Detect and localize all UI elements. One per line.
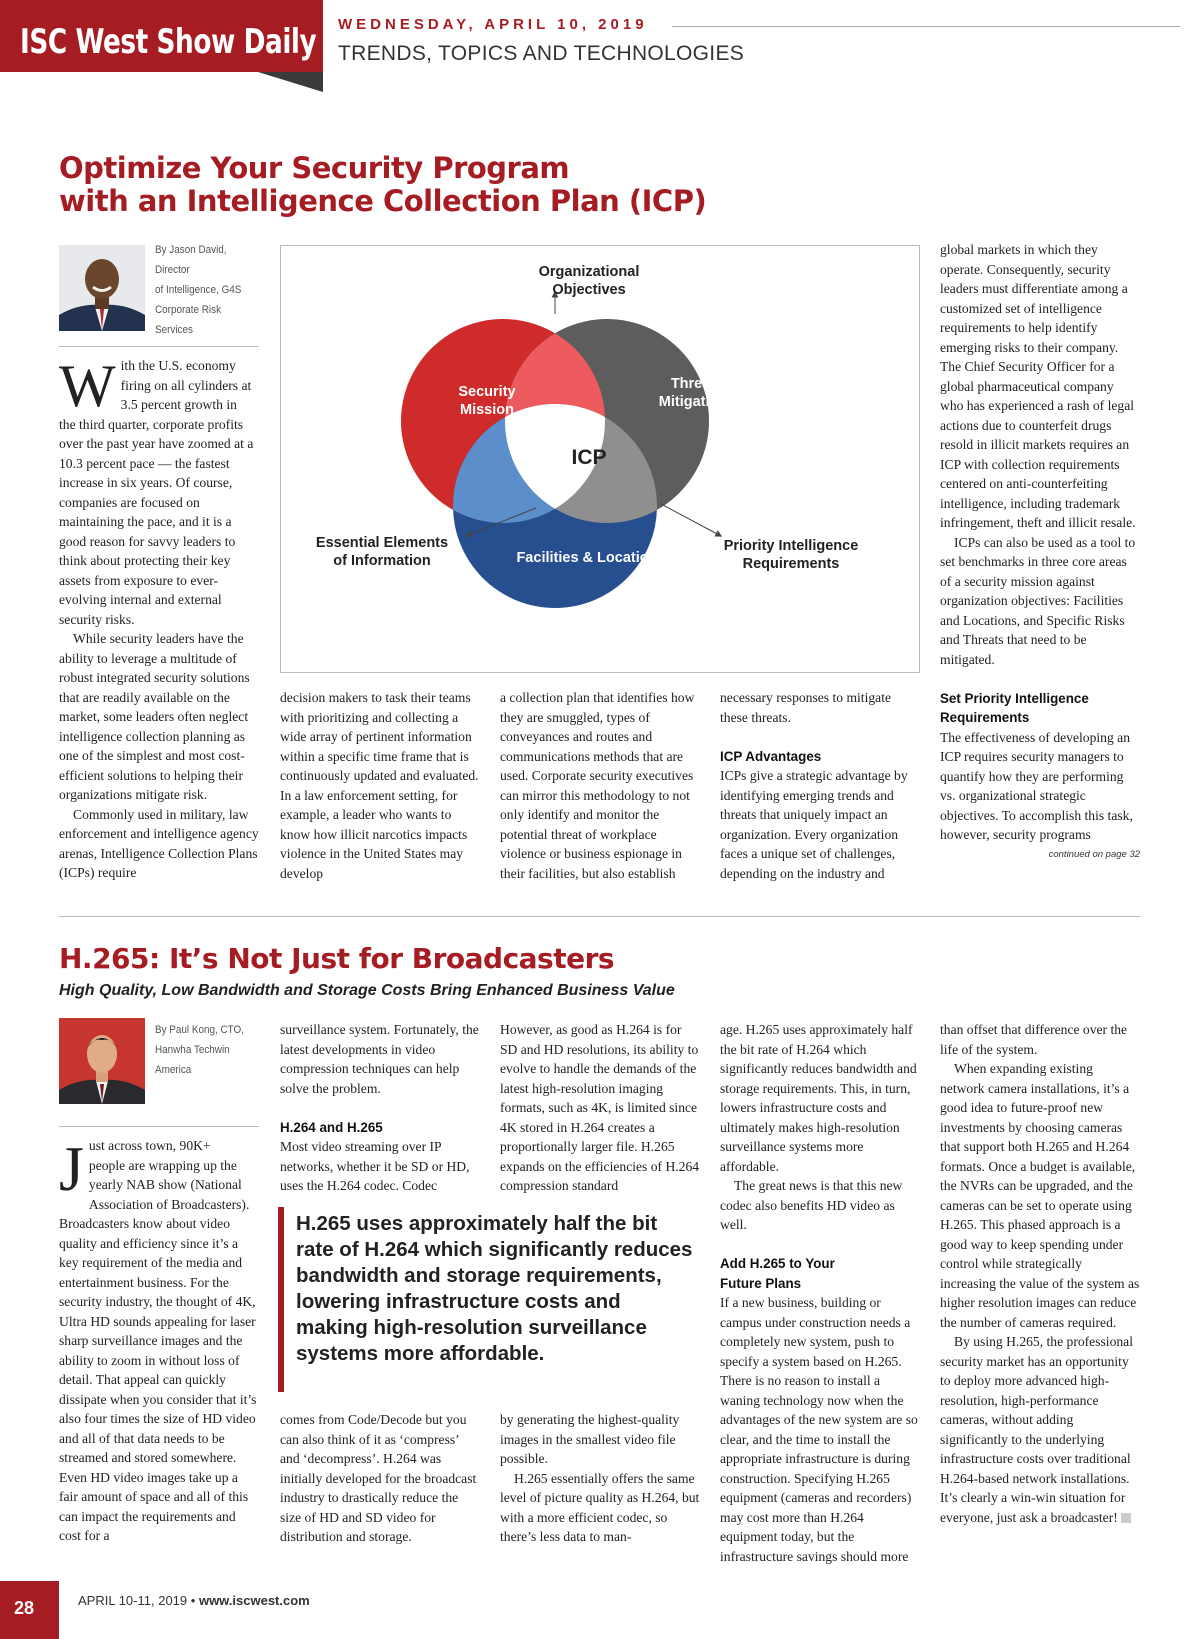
label-facilities-locations: Facilities & Locations xyxy=(516,550,666,566)
author-photo-jason-david xyxy=(59,245,145,331)
text-line: firing on all cylinders at xyxy=(120,377,252,393)
label-security-mission-2: Mission xyxy=(460,402,514,418)
article2-headline: H.265: It’s Not Just for Broadcasters xyxy=(59,942,615,975)
pullquote-bar xyxy=(278,1207,284,1392)
footer-bullet: • xyxy=(190,1593,196,1608)
subhead-icp-advantages: ICP Advantages xyxy=(720,748,822,764)
paragraph: By using H.265, the professional security market has an opportunity to deploy more advanced high-resolution, high-performance cameras, without adding significantly to the underlying infrastructure costs over traditional H.264-based network installations. It’s clearly a win-win situation for everyone, just ask a broadcaster! xyxy=(940,1334,1133,1525)
article1-column-2 xyxy=(280,688,480,883)
byline-line: of Intelligence, G4S xyxy=(155,284,242,296)
paragraph: When expanding existing network camera installations, it’s a good idea to future-proof new investments by choosing cameras that support both H.265 and H.264 formats. Once a budget is available, the NVRs can be upgraded, and the cameras can be set to operate using H.265. This phased approach is a good way to keep spending under control while strategically increasing the value of the system as higher resolution images can reduce the number of cameras required. xyxy=(940,1061,1140,1330)
subhead-add-h265-line2: Future Plans xyxy=(720,1275,802,1291)
paragraph: The effectiveness of developing an ICP requires security managers to quantify how they are performing vs. organizational strategic objectives. To accomplish this task, however, security programs xyxy=(940,729,1133,842)
article1-column-3 xyxy=(500,688,700,883)
label-essential-elements-2: of Information xyxy=(333,553,431,569)
footer-dates: APRIL 10-11, 2019 xyxy=(78,1593,188,1608)
text-line: ust across town, 90K+ xyxy=(88,1138,211,1153)
paragraph: necessary responses to mitigate these threats. xyxy=(720,690,892,725)
article1-byline xyxy=(155,240,254,340)
pullquote-text: H.265 uses approximately half the bit rate of H.264 which significantly reduces bandwidth and storage requirements, lowering infrastructure costs and making high-resolution surveillance systems more affordable. xyxy=(296,1212,693,1365)
paragraph: While security leaders have the ability to leverage a multitude of robust integrated security solutions that are readily available on the market, some leaders often neglect intelligence collection planning as one of the simplest and most cost-efficient solutions to helping their organizations mitigate risk. xyxy=(59,631,250,802)
label-threat-mitigation-1: Threat xyxy=(670,376,716,392)
arrow-right xyxy=(661,504,721,536)
pullquote xyxy=(278,1207,698,1392)
subhead-set-priority-line1: Set Priority Intelligence xyxy=(940,690,1089,706)
label-threat-mitigation-2: Mitigation xyxy=(658,394,728,410)
article2-byline xyxy=(155,1020,254,1080)
label-organizational-objectives-2: Objectives xyxy=(552,282,626,298)
label-priority-intelligence-2: Requirements xyxy=(742,556,840,572)
masthead-logo-block xyxy=(0,0,323,72)
subhead-add-h265-line1: Add H.265 to Your xyxy=(720,1256,835,1271)
subhead-set-priority-line2: Requirements xyxy=(940,710,1030,725)
paragraph: If a new business, building or campus under construction needs a completely new system, push to specify a system based on H.265. There is no reason to install a waning technology now when the advantages of the new system are so clear, and the time to install the appropriate infrastructure is during construction. Specifying H.265 equipment (cameras and recorders) may cost more than H.264 equipment today, but the infrastructure savings should more xyxy=(720,1295,918,1564)
dropcap-j: J xyxy=(59,1133,84,1204)
subhead-h264-h265: H.264 and H.265 xyxy=(280,1119,383,1135)
footer-info xyxy=(78,1593,310,1608)
byline-line: Hanwha Techwin America xyxy=(155,1044,230,1076)
paragraph: global markets in which they operate. Consequently, security leaders must differentiate among a customized set of intelligence requirements to help identify emerging risks to their company. The Chief Security Officer for a global pharmaceutical company who has experienced a rash of legal actions due to counterfeit drugs resold in illicit markets requires an ICP with collection requirements centered on anti-counterfeiting intelligence, including trademark infringement, theft and illicit resale. xyxy=(940,242,1136,530)
paragraph: H.265 essentially offers the same level of picture quality as H.264, but with a more efficient codec, so there’s less data to man- xyxy=(500,1470,700,1544)
byline-rule xyxy=(59,346,259,347)
footer-page-tab xyxy=(0,1581,59,1639)
article1-headline-line2: with an Intelligence Collection Plan (ICP) xyxy=(59,184,707,218)
label-essential-elements-1: Essential Elements xyxy=(315,535,449,551)
article2-column-5 xyxy=(940,1020,1140,1527)
end-of-article-mark xyxy=(1121,1513,1131,1523)
masthead-shadow xyxy=(258,72,323,92)
text-line: 3.5 percent growth in xyxy=(120,397,237,412)
text-line: people are wrapping up the xyxy=(88,1157,237,1173)
byline-line: By Paul Kong, CTO, xyxy=(155,1024,244,1036)
section-tagline: TRENDS, TOPICS AND TECHNOLOGIES xyxy=(338,42,745,65)
paragraph: decision makers to task their teams with prioritizing and collecting a wide array of pertinent information within a specific time frame that is continuously updated and evaluated. In a law enforcement setting, for example, a leader who wants to know how illicit narcotics impacts violence in the United States may develop xyxy=(280,690,479,881)
paragraph: However, as good as H.264 is for SD and HD resolutions, its ability to evolve to handle the demands of the latest high-resolution imaging formats, such as 4K, is limited since 4K stored in H.264 creates a proportionally larger file. H.265 expands on the efficiencies of H.264 compression standard xyxy=(500,1022,700,1193)
article2-column-2-top xyxy=(280,1020,480,1196)
paragraph: The great news is that this new codec also benefits HD video as well. xyxy=(720,1178,903,1232)
icp-venn-svg xyxy=(281,246,921,674)
masthead-rule xyxy=(672,26,1180,27)
label-security-mission-1: Security xyxy=(458,384,516,400)
paragraph: Commonly used in military, law enforcement and intelligence agency arenas, Intelligence Collection Plans (ICPs) require xyxy=(59,806,259,880)
paragraph: Most video streaming over IP networks, whether it be SD or HD, uses the H.264 codec. Codec xyxy=(280,1139,470,1193)
text-line: yearly NAB show (National xyxy=(88,1177,242,1192)
article2-column-3-bottom xyxy=(500,1410,700,1547)
article-divider xyxy=(59,916,1140,917)
dropcap-w: W xyxy=(59,353,116,419)
paragraph: by generating the highest-quality images in the smallest video file possible. xyxy=(500,1412,680,1466)
label-icp-center: ICP xyxy=(571,446,607,469)
paragraph: a collection plan that identifies how they are smuggled, types of conveyances and routes and communications methods that are used. Corporate security executives can mirror this methodology to not only identify and monitor the potential threat of workplace violence or business espionage in their facilities, but also establish xyxy=(500,690,695,881)
paragraph: surveillance system. Fortunately, the latest developments in video compression techniques can help solve the problem. xyxy=(280,1022,479,1096)
article2-column-1 xyxy=(59,1133,259,1546)
byline-line: By Jason David, Director xyxy=(155,244,227,276)
paragraph: ICPs can also be used as a tool to set benchmarks in three core areas of a security mission against organization objectives: Facilities and Locations, and Specific Risks and Threats that need to be mitigated. xyxy=(940,534,1136,667)
byline-rule xyxy=(59,1126,259,1127)
article1-column-4 xyxy=(720,688,920,883)
paragraph: age. H.265 uses approximately half the bit rate of H.264 which significantly reduces bandwidth and storage requirements. This, in turn, lowers infrastructure costs and ultimately makes high-resolution surveillance systems more affordable. xyxy=(720,1022,917,1174)
icp-venn-diagram xyxy=(280,245,920,673)
article1-headline xyxy=(59,152,859,218)
label-organizational-objectives-1: Organizational xyxy=(538,264,640,280)
text-line: ith the U.S. economy xyxy=(120,358,236,373)
article2-subhead: High Quality, Low Bandwidth and Storage Costs Bring Enhanced Business Value xyxy=(59,982,675,999)
byline-line: Corporate Risk Services xyxy=(155,304,222,336)
paragraph: than offset that difference over the life of the system. xyxy=(940,1022,1128,1057)
paragraph: ICPs give a strategic advantage by identifying emerging trends and threats that uniquely impact an organization. Every organization faces a unique set of challenges, depending on the industry and xyxy=(720,768,908,881)
paragraph: comes from Code/Decode but you can also think of it as ‘compress’ and ‘decompress’. H.264 was initially developed for the broadcast industry to drastically reduce the size of HD and SD video for distribution and storage. xyxy=(280,1412,477,1544)
article2-column-2-bottom xyxy=(280,1410,480,1547)
issue-date: WEDNESDAY, APRIL 10, 2019 xyxy=(338,16,648,33)
article1-column-5 xyxy=(940,240,1140,864)
footer-url-link[interactable]: www.iscwest.com xyxy=(198,1593,310,1608)
page-number: 28 xyxy=(14,1598,35,1618)
article2-column-4 xyxy=(720,1020,920,1566)
article1-column-1 xyxy=(59,353,259,883)
paragraph: Association of Broadcasters). Broadcasters know about video quality and efficiency since it’s a key requirement of the media and entertainment business. For the security industry, the thought of 4K, Ultra HD sounds appealing for laser sharp surveillance images and the ability to zoom in without loss of detail. That appeal can quickly dissipate when you consider that it’s also four times the size of HD video and all of that data needs to be streamed and stored somewhere. Even HD video images take up a fair amount of space and all of this can impact the requirements and cost for a xyxy=(59,1196,257,1543)
publication-logo: ISC West Show Daily xyxy=(20,22,317,62)
label-priority-intelligence-1: Priority Intelligence xyxy=(723,538,859,554)
paragraph: the third quarter, corporate profits over the past year have zoomed at a 10.3 percent pace — the fastest increase in six years. Of course, companies are focused on maintaining the pace, and it is a good reason for savvy leaders to think about protecting their key assets from exposure to ever-evolving internal and external security risks. xyxy=(59,416,254,627)
article2-column-3-top xyxy=(500,1020,700,1196)
continued-link[interactable]: continued on page 32 xyxy=(1048,848,1140,860)
article1-headline-line1: Optimize Your Security Program xyxy=(59,151,570,185)
author-photo-paul-kong xyxy=(59,1018,145,1104)
